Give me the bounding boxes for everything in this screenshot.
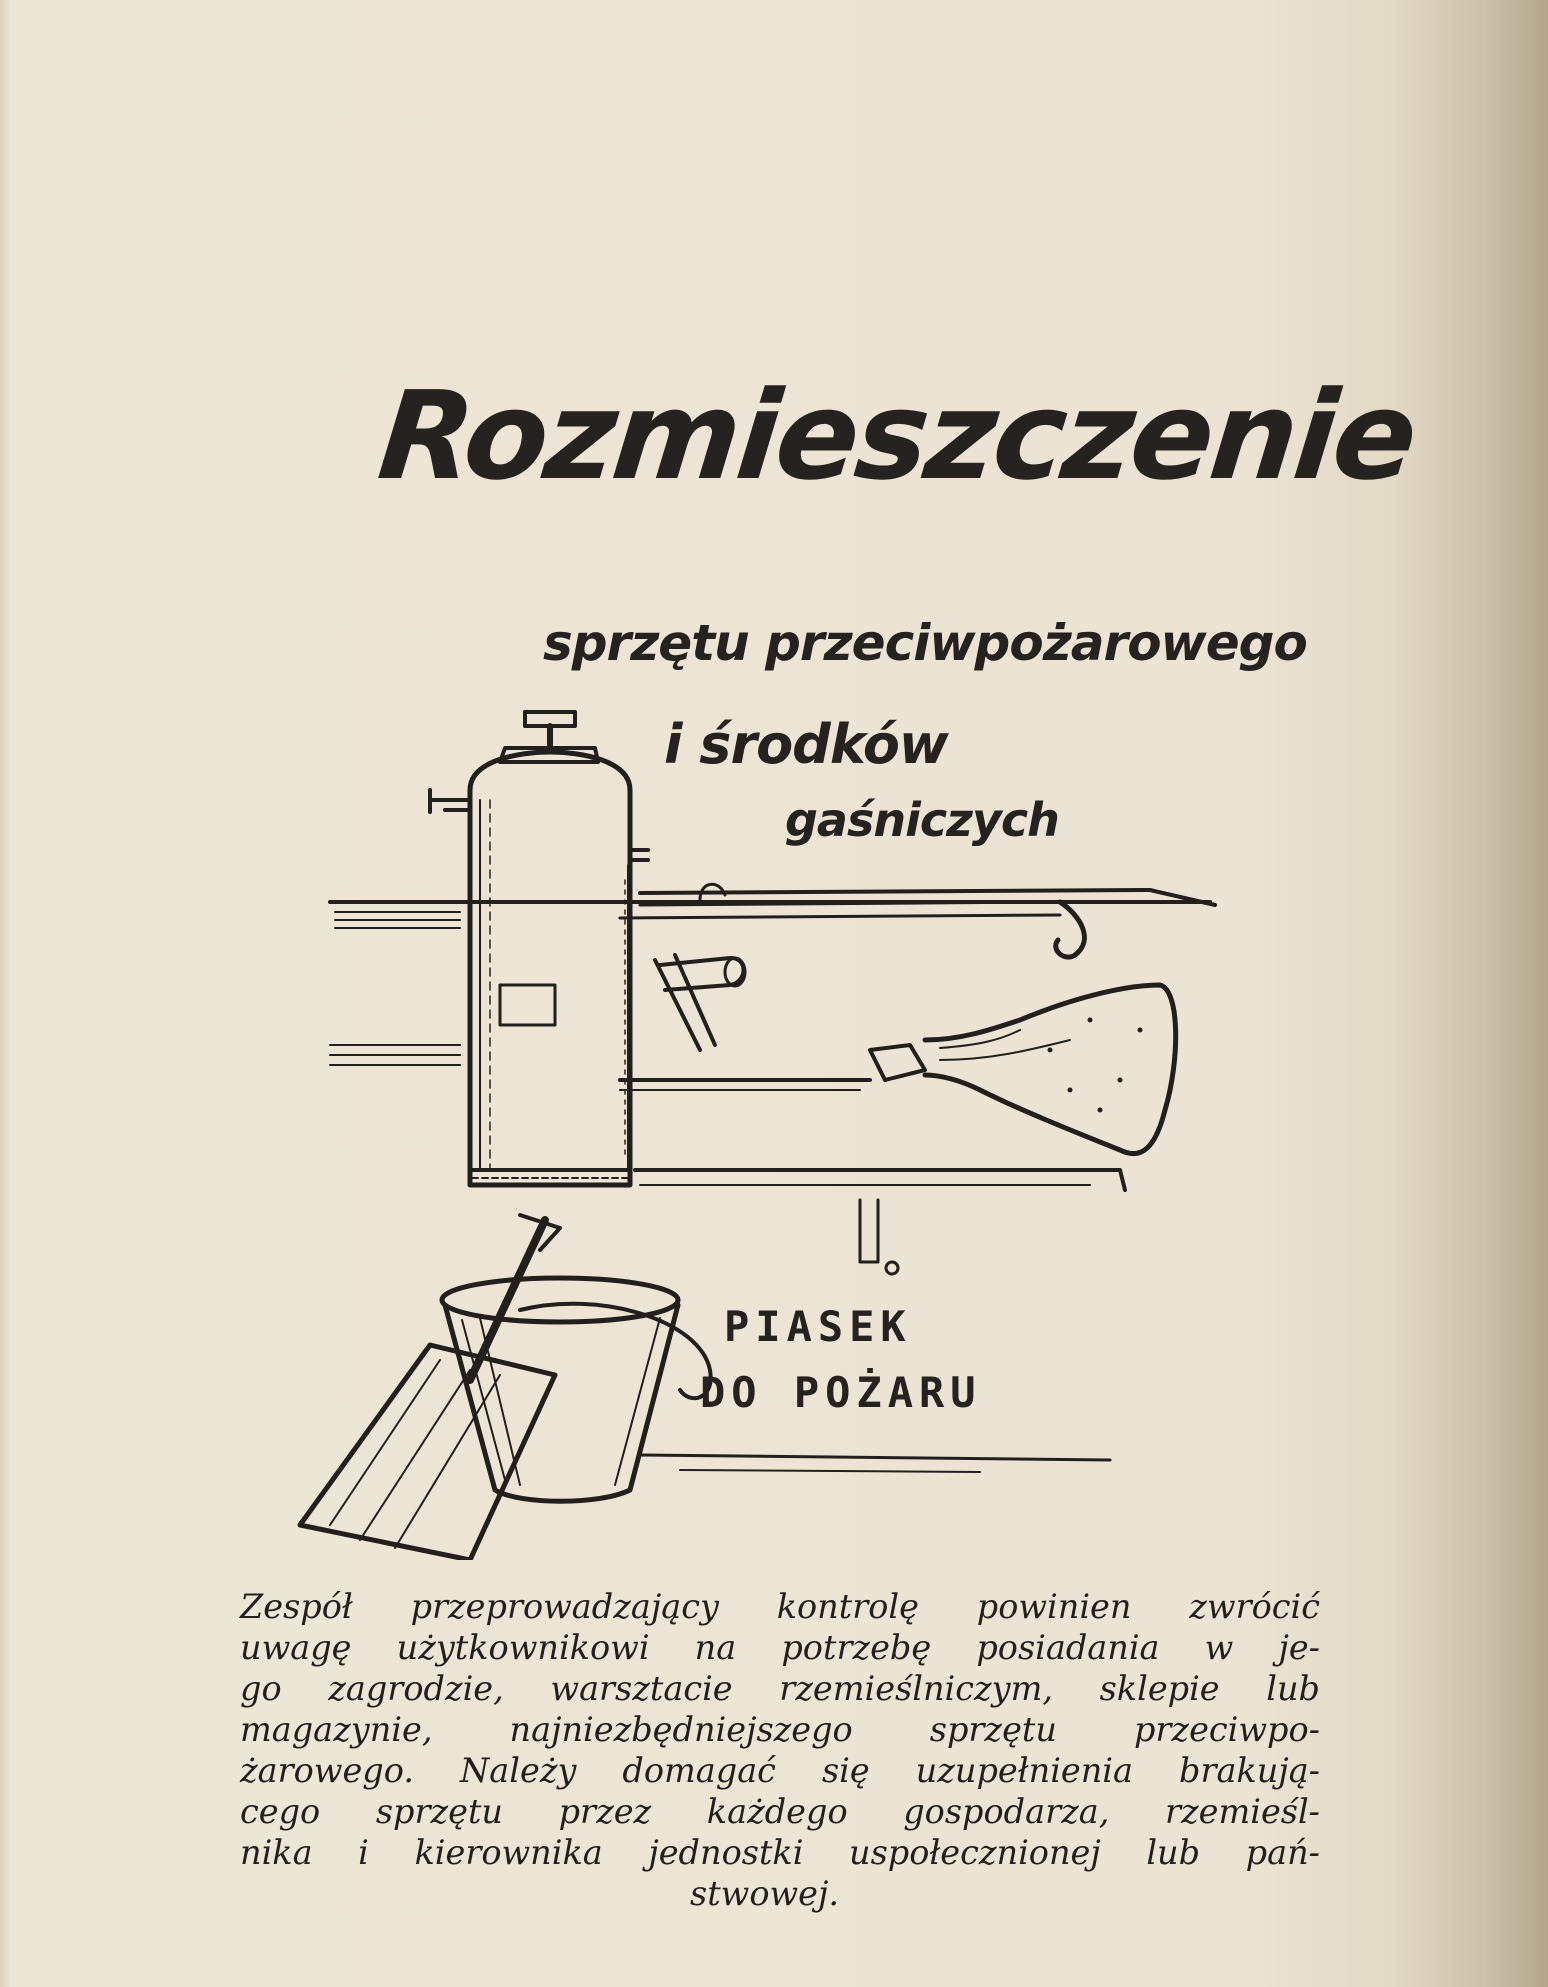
poster-subtitle-line-3: gaśniczych — [785, 793, 1059, 847]
page-edge — [0, 0, 10, 1987]
hook-pole-icon — [640, 884, 1215, 957]
shovel-icon — [300, 1215, 560, 1560]
body-line: nika i kierownika jednostki uspołecznionej lub pań- — [240, 1833, 1320, 1872]
pipe-icon — [655, 955, 745, 1050]
floor-line — [680, 1470, 980, 1472]
body-line: Zespół przeprowadzający kontrolę powinien zwrócić — [240, 1587, 1320, 1626]
wall-board-icon — [330, 902, 1210, 1274]
poster-title: Rozmieszczenie — [372, 365, 1421, 507]
body-paragraph — [240, 1586, 1320, 1914]
fire-extinguisher-icon — [430, 712, 648, 1185]
fire-equipment-illustration — [270, 700, 1230, 1560]
poster-subtitle-line-2: i środków — [664, 713, 948, 776]
body-line: go zagrodzie, warsztacie rzemieślniczym, sklepie lub — [240, 1669, 1320, 1708]
body-line: stwowej. — [690, 1874, 840, 1913]
beater-broom-icon — [870, 985, 1176, 1154]
sand-sign-line-2: DO POŻARU — [700, 1368, 982, 1417]
body-line: cego sprzętu przez każdego gospodarza, rzemieśl- — [240, 1792, 1320, 1831]
body-line: żarowego. Należy domagać się uzupełnienia brakują- — [240, 1751, 1320, 1790]
bucket-icon — [442, 1278, 711, 1501]
body-line: magazynie, najniezbędniejszego sprzętu przeciwpo- — [240, 1710, 1320, 1749]
sand-sign-line-1: PIASEK — [724, 1302, 912, 1351]
body-line: uwagę użytkownikowi na potrzebę posiadania w je- — [240, 1628, 1320, 1667]
floor-line — [640, 1455, 1110, 1460]
poster-subtitle-line-1: sprzętu przeciwpożarowego — [543, 614, 1307, 672]
